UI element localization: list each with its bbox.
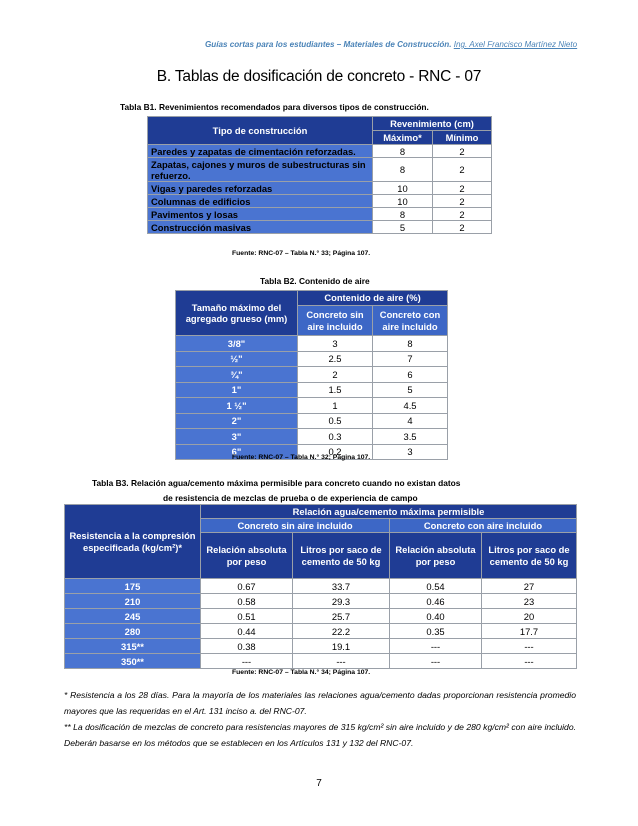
table2-col-air: Contenido de aire (%)	[298, 291, 448, 306]
slump-min: 2	[433, 158, 492, 182]
air-with: 8	[373, 336, 448, 352]
ratio-with-liters: 27	[482, 579, 577, 594]
table1	[147, 116, 492, 234]
ratio-without-abs: 0.58	[201, 594, 293, 609]
table1-col-min: Mínimo	[433, 131, 492, 145]
footnote-2: ** La dosificación de mezclas de concreto para resistencias mayores de 315 kg/cm² sin aire incluido y de 280 kg/cm² con aire incluido. Deberán basarse en los métodos que se establecen en los Artículos 131 y 132 del RNC-07.	[64, 722, 576, 748]
ratio-without-abs: 0.44	[201, 624, 293, 639]
table3-caption-line1: Tabla B3. Relación agua/cemento máxima permisible para concreto cuando no existan datos	[92, 478, 461, 488]
air-without: 0.2	[298, 444, 373, 460]
table-row	[176, 413, 448, 429]
air-with: 5	[373, 382, 448, 398]
table3-col-con: Concreto con aire incluido	[390, 519, 577, 533]
aggregate-size: 1 ½"	[176, 398, 298, 414]
table-row	[65, 594, 577, 609]
table2-col-con: Concreto con aire incluido	[373, 306, 448, 336]
slump-max: 10	[373, 182, 433, 195]
ratio-without-abs: 0.67	[201, 579, 293, 594]
ratio-without-liters: 33.7	[293, 579, 390, 594]
compressive-strength: 315**	[65, 639, 201, 654]
construction-type: Paredes y zapatas de cimentación reforzadas.	[148, 145, 373, 158]
table3-col-rel: Relación agua/cemento máxima permisible	[201, 505, 577, 519]
running-header	[205, 40, 617, 49]
compressive-strength: 350**	[65, 654, 201, 669]
ratio-without-liters: 19.1	[293, 639, 390, 654]
table-row	[176, 429, 448, 445]
compressive-strength: 245	[65, 609, 201, 624]
table-row	[176, 367, 448, 383]
ratio-with-liters: 17.7	[482, 624, 577, 639]
table-row	[176, 336, 448, 352]
table-row	[148, 158, 492, 182]
ratio-without-abs: ---	[201, 654, 293, 669]
page-number: 7	[316, 778, 322, 789]
table3-col-res: Resistencia a la compresión especificada (kg/cm²)*	[65, 505, 201, 579]
air-with: 4	[373, 413, 448, 429]
ratio-without-abs: 0.38	[201, 639, 293, 654]
table3	[64, 504, 577, 669]
table2-col-size: Tamaño máximo del agregado grueso (mm)	[176, 291, 298, 336]
ratio-without-liters: 25.7	[293, 609, 390, 624]
page-title: B. Tablas de dosificación de concreto - RNC - 07	[156, 68, 482, 85]
air-without: 0.3	[298, 429, 373, 445]
ratio-with-liters: 20	[482, 609, 577, 624]
ratio-with-abs: 0.40	[390, 609, 482, 624]
air-without: 0.5	[298, 413, 373, 429]
aggregate-size: 6"	[176, 444, 298, 460]
air-without: 2.5	[298, 351, 373, 367]
air-with: 3.5	[373, 429, 448, 445]
ratio-with-liters: ---	[482, 639, 577, 654]
aggregate-size: 1"	[176, 382, 298, 398]
table2	[175, 290, 448, 460]
aggregate-size: ½"	[176, 351, 298, 367]
aggregate-size: 2"	[176, 413, 298, 429]
table-row	[65, 639, 577, 654]
construction-type: Zapatas, cajones y muros de subestructuras sin refuerzo.	[148, 158, 373, 182]
table-row	[176, 382, 448, 398]
air-with: 3	[373, 444, 448, 460]
ratio-without-liters: 22.2	[293, 624, 390, 639]
ratio-with-abs: 0.54	[390, 579, 482, 594]
table1-col-max: Máximo*	[373, 131, 433, 145]
table-row	[65, 579, 577, 594]
table-row	[176, 351, 448, 367]
table-row	[176, 398, 448, 414]
compressive-strength: 175	[65, 579, 201, 594]
air-without: 2	[298, 367, 373, 383]
ratio-with-liters: ---	[482, 654, 577, 669]
slump-min: 2	[433, 195, 492, 208]
footnotes	[64, 687, 576, 751]
table3-source: Fuente: RNC-07 – Tabla N.° 34; Página 107.	[232, 669, 371, 676]
footnote-1: * Resistencia a los 28 días. Para la mayoría de los materiales las relaciones agua/cemento dadas proporcionan resistencia promedio mayores que las requeridas en el Art. 131 inciso a. del RNC-07.	[64, 690, 576, 716]
slump-min: 2	[433, 208, 492, 221]
construction-type: Pavimentos y losas	[148, 208, 373, 221]
table1-source: Fuente: RNC-07 – Tabla N.° 33; Página 107.	[232, 250, 371, 257]
table1-caption: Tabla B1. Revenimientos recomendados para diversos tipos de construcción.	[120, 102, 429, 112]
table1-col-rev: Revenimiento (cm)	[373, 117, 492, 131]
table-row	[65, 624, 577, 639]
slump-min: 2	[433, 182, 492, 195]
ratio-with-abs: ---	[390, 654, 482, 669]
table3-col-sin-lit: Litros por saco de cemento de 50 kg	[293, 533, 390, 579]
table-row	[148, 145, 492, 158]
table-row	[65, 609, 577, 624]
table-row	[148, 221, 492, 234]
air-without: 3	[298, 336, 373, 352]
slump-max: 8	[373, 145, 433, 158]
ratio-without-abs: 0.51	[201, 609, 293, 624]
table3-col-sin-abs: Relación absoluta por peso	[201, 533, 293, 579]
slump-max: 5	[373, 221, 433, 234]
ratio-with-liters: 23	[482, 594, 577, 609]
air-without: 1	[298, 398, 373, 414]
table3-col-sin: Concreto sin aire incluido	[201, 519, 390, 533]
air-with: 4.5	[373, 398, 448, 414]
table2-source: Fuente: RNC-07 – Tabla N.° 32; Página 107.	[232, 454, 371, 461]
table3-col-con-abs: Relación absoluta por peso	[390, 533, 482, 579]
table-row	[65, 654, 577, 669]
air-with: 6	[373, 367, 448, 383]
header-course: Guías cortas para los estudiantes – Materiales de Construcción.	[205, 40, 452, 49]
air-without: 1.5	[298, 382, 373, 398]
slump-min: 2	[433, 145, 492, 158]
ratio-without-liters: ---	[293, 654, 390, 669]
slump-max: 8	[373, 158, 433, 182]
aggregate-size: 3/8"	[176, 336, 298, 352]
construction-type: Columnas de edificios	[148, 195, 373, 208]
table3-caption-line2: de resistencia de mezclas de prueba o de experiencia de campo	[163, 493, 418, 503]
table2-caption: Tabla B2. Contenido de aire	[260, 276, 370, 286]
ratio-without-liters: 29.3	[293, 594, 390, 609]
compressive-strength: 210	[65, 594, 201, 609]
slump-min: 2	[433, 221, 492, 234]
ratio-with-abs: 0.35	[390, 624, 482, 639]
construction-type: Vigas y paredes reforzadas	[148, 182, 373, 195]
slump-max: 10	[373, 195, 433, 208]
construction-type: Construcción masivas	[148, 221, 373, 234]
ratio-with-abs: 0.46	[390, 594, 482, 609]
aggregate-size: ¾"	[176, 367, 298, 383]
table-row	[148, 208, 492, 221]
table-row	[148, 195, 492, 208]
table3-col-con-lit: Litros por saco de cemento de 50 kg	[482, 533, 577, 579]
aggregate-size: 3"	[176, 429, 298, 445]
table2-col-sin: Concreto sin aire incluido	[298, 306, 373, 336]
ratio-with-abs: ---	[390, 639, 482, 654]
table-row	[148, 182, 492, 195]
air-with: 7	[373, 351, 448, 367]
compressive-strength: 280	[65, 624, 201, 639]
table1-col-type: Tipo de construcción	[148, 117, 373, 145]
header-author: Ing. Axel Francisco Martínez Nieto	[453, 40, 578, 49]
slump-max: 8	[373, 208, 433, 221]
